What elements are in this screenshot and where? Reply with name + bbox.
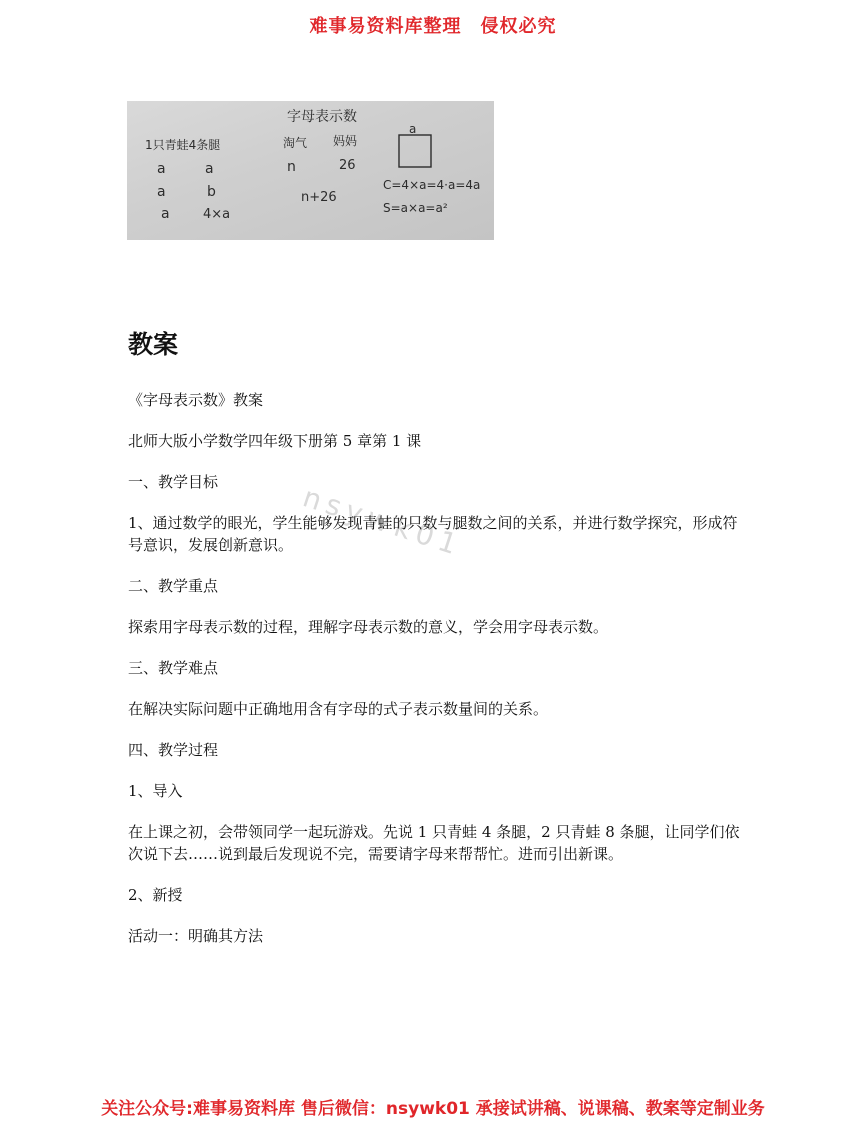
- subsection-intro: 1、导入: [128, 782, 183, 800]
- intro-text: 在上课之初，会带领同学一起玩游戏。先说 1 只青蛙 4 条腿，2 只青蛙 8 条腿，让同学们依次说下去……说到最后发现说不完，需要请字母来帮帮忙。进而引出新课。: [128, 823, 740, 863]
- section-key-points: 二、教学重点: [128, 577, 219, 595]
- formula-perimeter: C=4×a=4·a=4a: [383, 178, 481, 192]
- photo-col2-v1: n: [287, 159, 296, 175]
- square-shape: [399, 135, 431, 167]
- photo-col1-right-3: 4×a: [203, 207, 231, 222]
- lesson-title: 《字母表示数》教案: [128, 391, 264, 409]
- section-process: 四、教学过程: [128, 741, 219, 759]
- photo-col1-left-2: a: [157, 184, 166, 200]
- handwritten-notes-photo: [127, 101, 494, 240]
- photo-col2-expr: n+26: [301, 190, 337, 205]
- handwriting-drawing: [127, 101, 494, 240]
- key-points-text: 探索用字母表示数的过程，理解字母表示数的意义，学会用字母表示数。: [128, 618, 609, 636]
- objective-1: 1、通过数学的眼光，学生能够发现青蛙的只数与腿数之间的关系，并进行数学探究，形成符号意识，发展创新意识。: [128, 514, 738, 554]
- watermark: nsywk01: [298, 480, 467, 563]
- photo-col1-heading: 1只青蛙4条腿: [145, 138, 221, 152]
- section-difficulties: 三、教学难点: [128, 659, 219, 677]
- document-heading: 教案: [128, 330, 179, 359]
- difficulties-text: 在解决实际问题中正确地用含有字母的式子表示数量间的关系。: [128, 700, 549, 718]
- photo-col1-left-3: a: [161, 206, 170, 222]
- photo-col1-right-1: a: [205, 161, 214, 177]
- photo-col2-v2: 26: [339, 158, 356, 173]
- square-label: a: [409, 122, 417, 136]
- photo-col2-heading2: 妈妈: [333, 134, 358, 148]
- footer-banner: 关注公众号:难事易资料库 售后微信：nsywk01 承接试讲稿、说课稿、教案等定制业务: [101, 1099, 765, 1119]
- lesson-source: 北师大版小学数学四年级下册第 5 章第 1 课: [128, 432, 422, 450]
- section-objectives: 一、教学目标: [128, 473, 219, 491]
- header-banner: 难事易资料库整理 侵权必究: [309, 16, 557, 37]
- photo-col2-heading1: 淘气: [283, 136, 308, 150]
- photo-col1-left-1: a: [157, 161, 166, 177]
- subsection-new-lesson: 2、新授: [128, 886, 183, 904]
- photo-col1-right-2: b: [207, 184, 216, 200]
- document-body: [128, 325, 748, 966]
- photo-title: 字母表示数: [287, 109, 357, 125]
- formula-area: S=a×a=a²: [383, 201, 448, 215]
- activity-one: 活动一：明确其方法: [128, 927, 264, 945]
